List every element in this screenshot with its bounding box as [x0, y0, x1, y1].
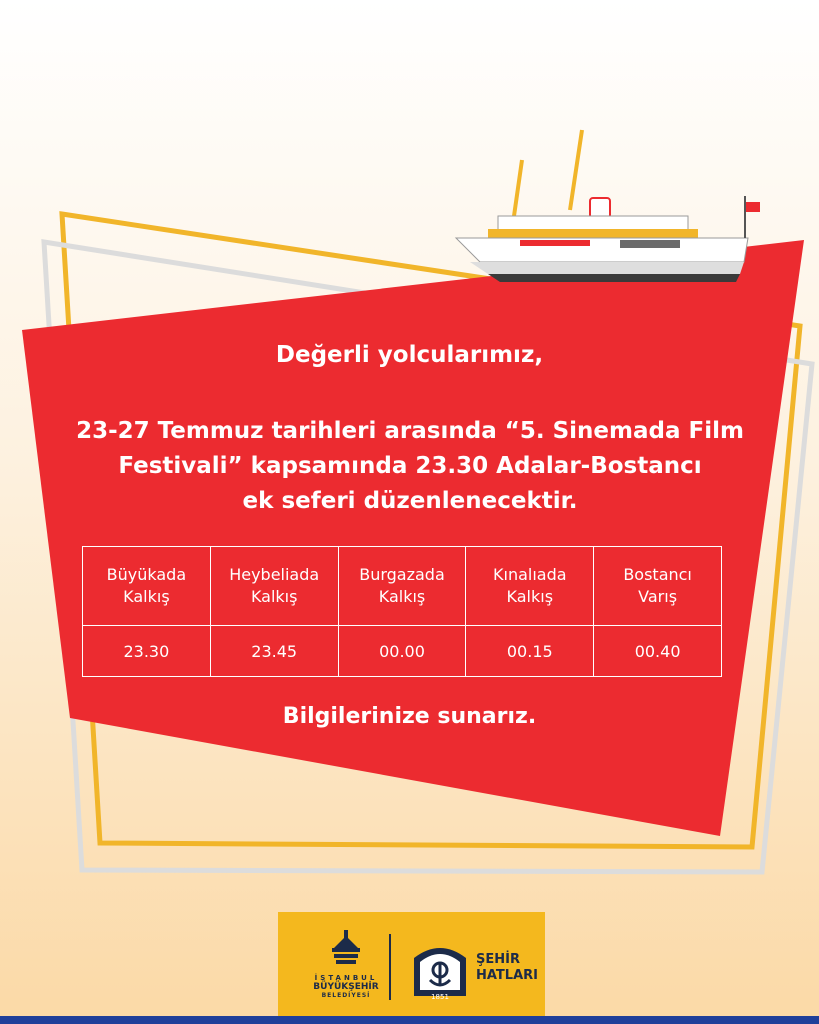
header-heybeliada: Heybeliada Kalkış [210, 547, 338, 626]
sehir-hatlari-emblem-icon [408, 936, 472, 1002]
header-buyukada: Büyükada Kalkış [83, 547, 211, 626]
time-bostanci: 00.40 [594, 626, 722, 677]
greeting-text: Değerli yolcularımız, [275, 342, 544, 368]
ferry-icon [456, 130, 760, 282]
time-buyukada: 23.30 [83, 626, 211, 677]
time-kinaliada: 00.15 [466, 626, 594, 677]
header-burgazada: Burgazada Kalkış [338, 547, 466, 626]
ibb-emblem-icon [326, 928, 366, 968]
schedule-time-row [83, 626, 722, 677]
logo-divider [389, 934, 391, 1000]
announcement-line-3: ek seferi düzenlenecektir. [242, 488, 578, 514]
bottom-bar [0, 1016, 819, 1024]
ibb-line-1: İSTANBUL [314, 974, 378, 982]
ibb-line-3: BELEDİYESİ [321, 992, 371, 999]
closing-text: Bilgilerinize sunarız. [282, 704, 537, 729]
sehir-line-2: HATLARI [476, 968, 538, 983]
ibb-line-2: BÜYÜKŞEHİR [313, 982, 379, 992]
schedule-header-row [83, 547, 722, 626]
sehir-line-1: ŞEHİR [476, 952, 520, 967]
time-burgazada: 00.00 [338, 626, 466, 677]
sehir-year: 1851 [431, 993, 449, 1001]
schedule-table [82, 546, 722, 677]
announcement-line-2: Festivali” kapsamında 23.30 Adalar-Bostancı [118, 453, 702, 479]
red-card [22, 240, 804, 836]
header-bostanci: Bostancı Varış [594, 547, 722, 626]
ibb-logo [306, 928, 386, 999]
announcement-text [60, 414, 760, 519]
time-heybeliada: 23.45 [210, 626, 338, 677]
header-kinaliada: Kınalıada Kalkış [466, 547, 594, 626]
sehir-hatlari-logo [476, 952, 538, 984]
announcement-line-1: 23-27 Temmuz tarihleri arasında “5. Sinemada Film [76, 418, 744, 444]
